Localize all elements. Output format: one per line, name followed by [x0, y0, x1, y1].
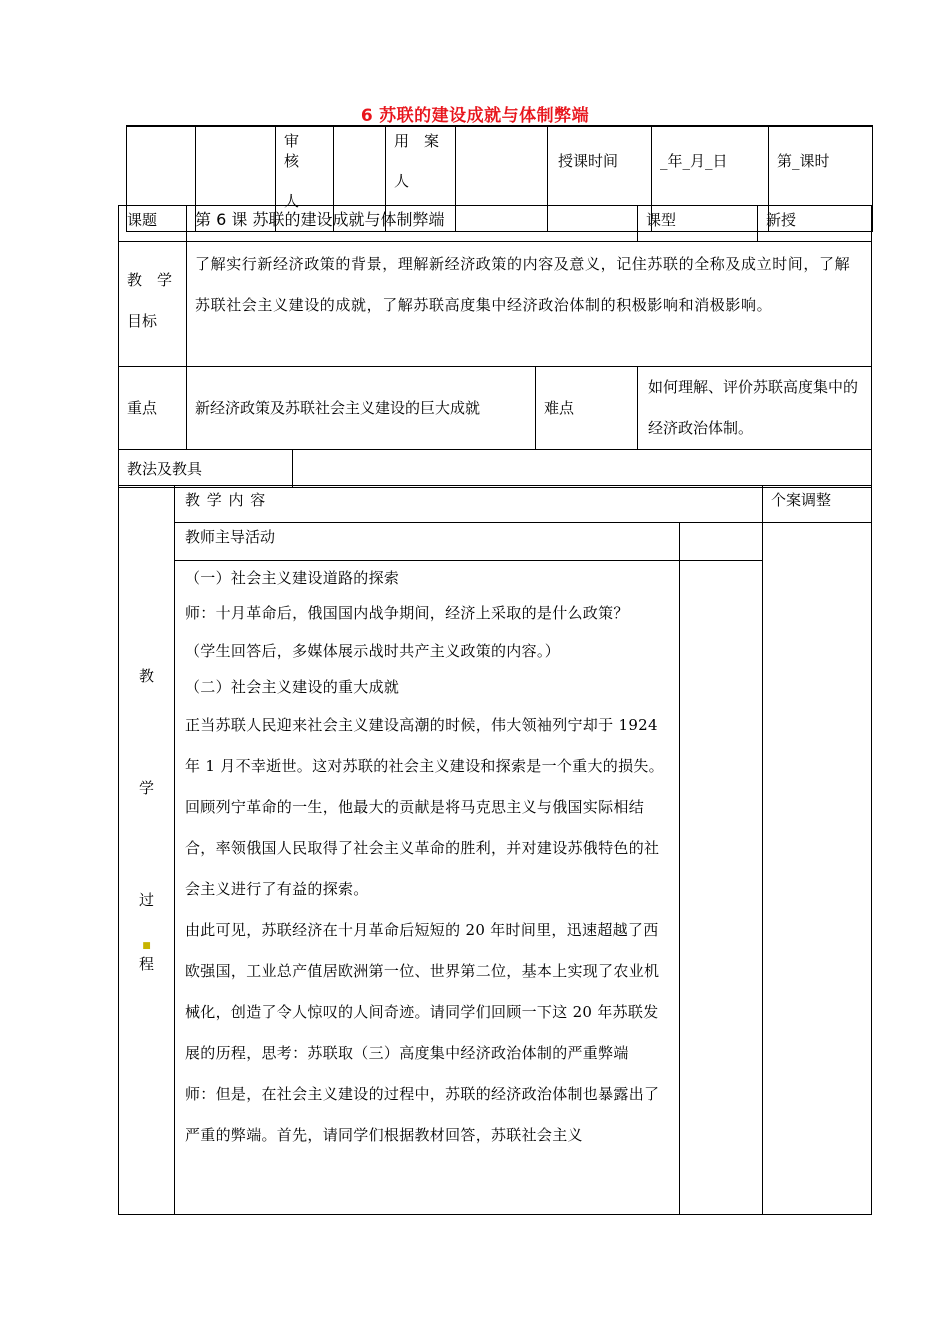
- user-label-1: 用 案: [394, 132, 440, 150]
- method-value[interactable]: [293, 450, 872, 488]
- paragraph-3: 正当苏联人民迎来社会主义建设高潮的时候，伟大领袖列宁却于 1924 年 1 月不幸逝世。这对苏联的社会主义建设和探索是一个重大的损失。回顾列宁革命的一生，他最大的贡献是将马克思主义与俄国实际相结合，率领俄国人民取得了社会主义革命的胜利，并对建设苏俄特色的社会主义进行了有益的探索。: [185, 716, 664, 898]
- section-1-heading: （一）社会主义建设道路的探索: [185, 569, 400, 587]
- user-label-2: 人: [394, 172, 410, 190]
- method-label: 教法及教具: [119, 450, 293, 488]
- process-side-label: [119, 486, 175, 1215]
- side-char-1: 教: [138, 667, 154, 685]
- difficulty-text: 如何理解、评价苏联高度集中的经济政治体制。: [638, 367, 872, 450]
- reviewer-label-1: 审 核: [284, 132, 315, 170]
- date-field[interactable]: _年_月_日: [652, 126, 769, 232]
- title-text: 苏联的建设成就与体制弊端: [379, 106, 590, 126]
- topic-label: 课题: [119, 206, 187, 242]
- key-text: 新经济政策及苏联社会主义建设的巨大成就: [187, 367, 536, 450]
- side-char-3: 过: [138, 891, 154, 909]
- marker-dot: ■: [142, 941, 151, 951]
- paragraph-4: 由此可见，苏联经济在十月革命后短短的 20 年时间里，迅速超越了西欧强国，工业总产值居欧洲第一位、世界第二位，基本上实现了农业机械化，创造了令人惊叹的人间奇迹。请同学们回顾一下这 20 年苏联发展的历程，思考：苏联取（三）高度集中经济政治体制的严重弊端: [185, 921, 660, 1062]
- topic-value: 第 6 课 苏联的建设成就与体制弊端: [187, 206, 638, 242]
- teaching-content: [175, 561, 680, 1215]
- info-table: [118, 205, 872, 488]
- goal-label-1: 教 学: [127, 271, 173, 289]
- content-header: 教 学 内 容: [175, 486, 763, 523]
- adjust-header: 个案调整: [763, 486, 872, 523]
- goal-label: [119, 242, 187, 367]
- goal-label-2: 目标: [127, 312, 158, 330]
- difficulty-label: 难点: [536, 367, 638, 450]
- teacher-header: 教师主导活动: [175, 523, 680, 561]
- period-field[interactable]: 第_课时: [769, 126, 873, 232]
- goal-text: 了解实行新经济政策的背景，理解新经济政策的内容及意义，记住苏联的全称及成立时间，了解苏联社会主义建设的成就，了解苏联高度集中经济政治体制的积极影响和消极影响。: [187, 242, 872, 367]
- paragraph-1: 师：十月革命后，俄国国内战争期间，经济上采取的是什么政策？: [185, 604, 629, 622]
- process-table: [118, 485, 872, 1215]
- type-label: 课型: [638, 206, 758, 242]
- side-char-4: 程: [138, 955, 154, 973]
- adjust-column[interactable]: [763, 523, 872, 1215]
- content-side-blank: [680, 561, 763, 1215]
- lesson-number: 6: [360, 106, 374, 126]
- time-label: 授课时间: [548, 126, 652, 232]
- paragraph-5: 师：但是，在社会主义建设的过程中，苏联的经济政治体制也暴露出了严重的弊端。首先，请同学们根据教材回答，苏联社会主义: [185, 1085, 660, 1144]
- teacher-header-blank: [680, 523, 763, 561]
- section-2-heading: （二）社会主义建设的重大成就: [185, 678, 400, 696]
- key-label: 重点: [119, 367, 187, 450]
- side-char-2: 学: [138, 779, 154, 797]
- page-title: [0, 101, 950, 126]
- type-value: 新授: [758, 206, 872, 242]
- paragraph-2: （学生回答后，多媒体展示战时共产主义政策的内容。）: [185, 642, 561, 660]
- reviewer-label-2: 人: [284, 192, 300, 210]
